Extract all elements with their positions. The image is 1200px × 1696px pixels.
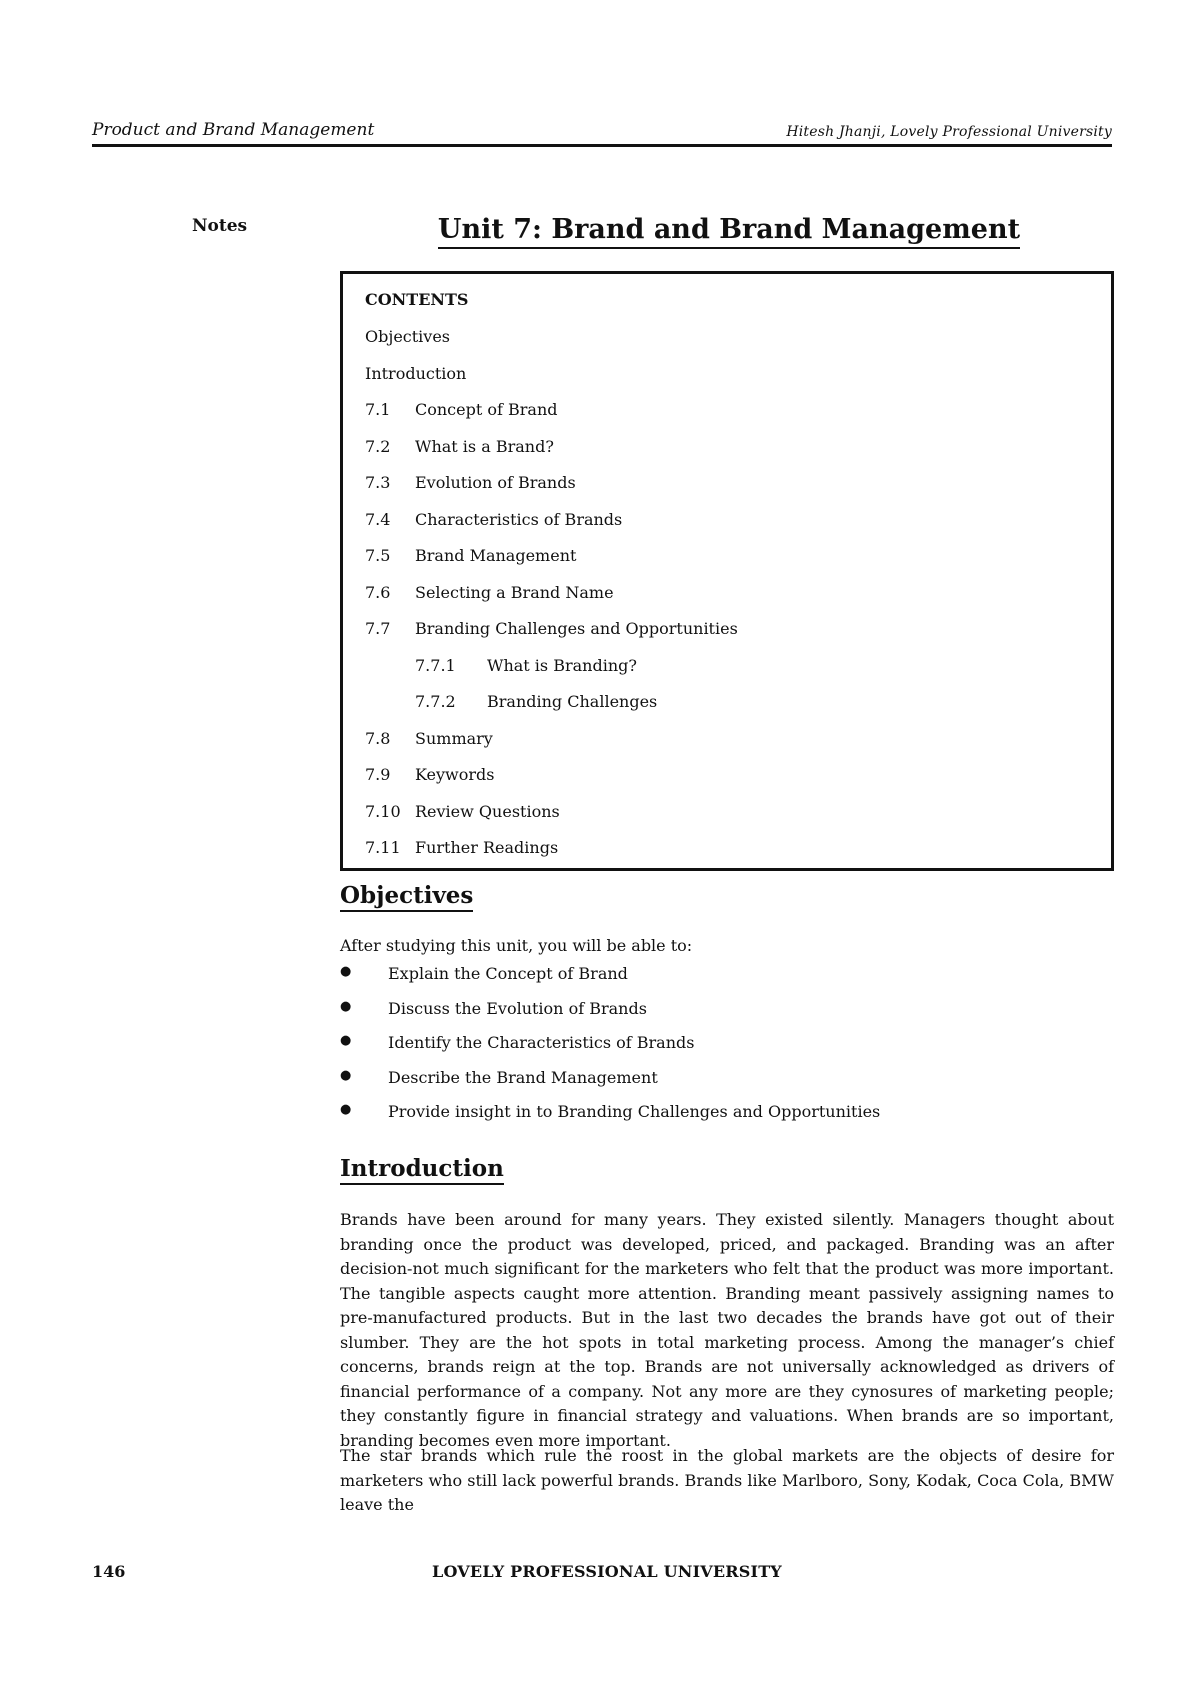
objective-item: ● Discuss the Evolution of Brands — [340, 999, 880, 1034]
objective-item: ● Describe the Brand Management — [340, 1068, 880, 1103]
unit-title-text: Unit 7: Brand and Brand Management — [438, 214, 1020, 249]
objective-item: ● Explain the Concept of Brand — [340, 964, 880, 999]
toc-number: 7.1 — [365, 400, 391, 419]
toc-item — [365, 473, 738, 510]
toc-item — [365, 364, 738, 401]
toc-item — [365, 802, 738, 839]
objectives-heading — [340, 882, 473, 909]
page-number: 146 — [92, 1562, 126, 1581]
toc-label: Branding Challenges and Opportunities — [415, 619, 738, 638]
toc-label: Introduction — [365, 363, 467, 383]
notes-label: Notes — [192, 216, 248, 236]
toc-number: 7.6 — [365, 582, 391, 602]
unit-title — [340, 214, 1118, 245]
toc-item — [365, 437, 738, 474]
toc-label: Selecting a Brand Name — [415, 582, 614, 602]
footer-university: LOVELY PROFESSIONAL UNIVERSITY — [432, 1562, 782, 1581]
header-author: Hitesh Jhanji, Lovely Professional University — [786, 124, 1112, 140]
toc-number: 7.7 — [365, 619, 391, 638]
toc-item — [365, 729, 738, 766]
contents-box — [340, 271, 1114, 871]
toc-item — [365, 546, 738, 583]
toc-number: 7.2 — [365, 436, 391, 456]
toc-item — [365, 838, 738, 875]
toc-number: 7.4 — [365, 509, 391, 529]
toc-label: Brand Management — [415, 546, 577, 565]
contents-title: CONTENTS — [365, 290, 469, 309]
toc-number: 7.5 — [365, 546, 391, 565]
toc-item — [365, 400, 738, 437]
introduction-paragraph-1: Brands have been around for many years. They existed silently. Managers thought about branding once the product was developed, priced, and packaged. Branding was an after decision-not much significant for the marketers who felt that the product was more important. The tangible aspects caught more attention. Branding meant passively assigning names to pre-manufactured products. But in the last two decades the brands have got out of their slumber. They are the hot spots in total marketing process. Among the manager’s chief concerns, brands reign at the top. Brands are not universally acknowledged as drivers of financial performance of a company. Not any more are they cynosures of marketing people; they constantly figure in financial strategy and valuations. When brands are so important, branding becomes even more important. — [340, 1210, 1114, 1450]
toc-label: Further Readings — [415, 838, 559, 857]
toc-label: Characteristics of Brands — [415, 509, 623, 529]
objective-item: ● Provide insight in to Branding Challenges and Opportunities — [340, 1102, 880, 1137]
introduction-heading-text: Introduction — [340, 1155, 504, 1185]
toc-item — [365, 510, 738, 547]
toc-label: Evolution of Brands — [415, 473, 576, 492]
toc-label: Review Questions — [415, 801, 560, 821]
toc-label: Concept of Brand — [415, 400, 558, 419]
toc-subitem — [365, 656, 738, 693]
toc-number: 7.9 — [365, 765, 391, 784]
toc-number: 7.10 — [365, 801, 401, 821]
objective-item: ● Identify the Characteristics of Brands — [340, 1033, 880, 1068]
toc-list — [365, 327, 738, 875]
toc-item — [365, 327, 738, 364]
objectives-heading-text: Objectives — [340, 882, 473, 912]
toc-label: Summary — [415, 728, 493, 748]
toc-item — [365, 583, 738, 620]
toc-number: 7.7.2 — [415, 692, 456, 711]
toc-label: What is Branding? — [487, 655, 637, 675]
toc-label: Branding Challenges — [487, 692, 658, 711]
header-book-title: Product and Brand Management — [92, 120, 375, 140]
toc-label: Keywords — [415, 765, 495, 784]
toc-label: What is a Brand? — [415, 436, 554, 456]
toc-number: 7.8 — [365, 728, 391, 748]
toc-item — [365, 765, 738, 802]
running-header — [92, 118, 1112, 147]
introduction-paragraph-2: The star brands which rule the roost in the global markets are the objects of desire for marketers who still lack powerful brands. Brands like Marlboro, Sony, Kodak, Coca Cola, BMW leave the — [340, 1446, 1114, 1514]
introduction-heading — [340, 1155, 504, 1182]
toc-number: 7.7.1 — [415, 655, 456, 675]
toc-label: Objectives — [365, 327, 451, 346]
objectives-list — [340, 964, 880, 1137]
toc-number: 7.3 — [365, 473, 391, 492]
toc-item — [365, 619, 738, 656]
toc-number: 7.11 — [365, 838, 401, 857]
toc-subitem — [365, 692, 738, 729]
objectives-lead: After studying this unit, you will be able to: — [340, 936, 693, 955]
